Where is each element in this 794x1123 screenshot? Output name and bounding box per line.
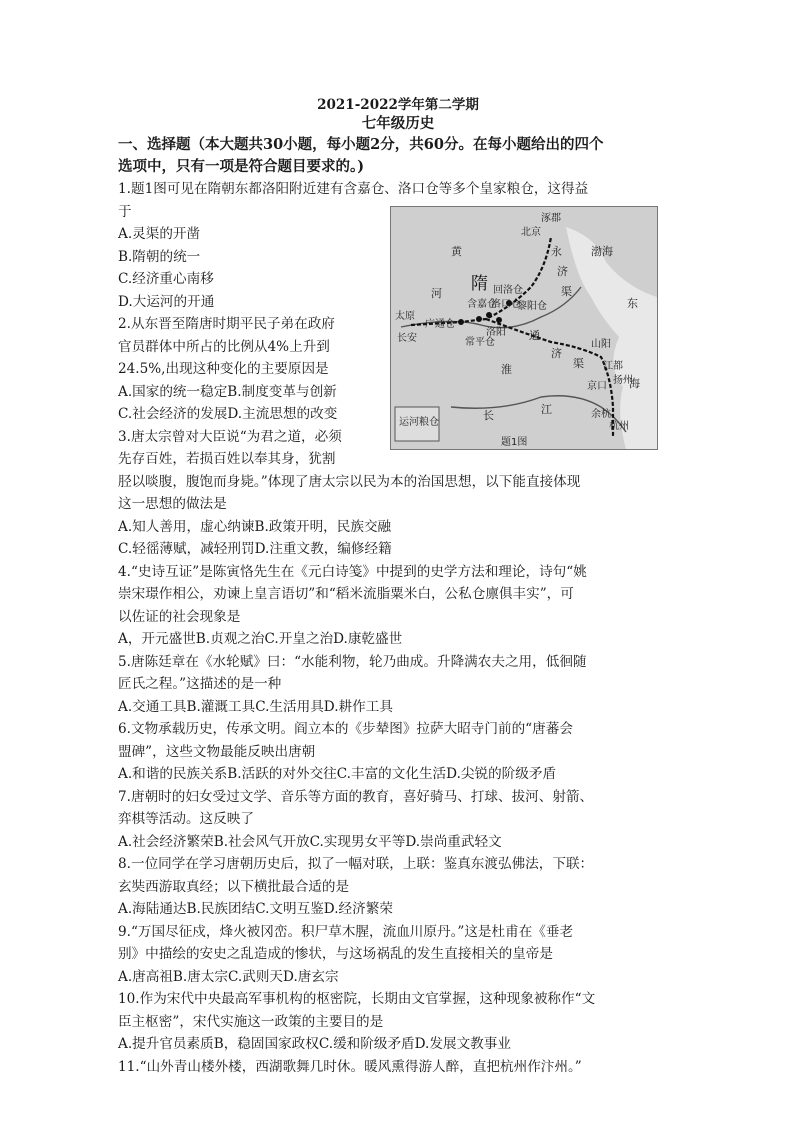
- map-label: 淮: [501, 363, 512, 376]
- map-label: 江都: [603, 361, 623, 372]
- granary-marker: [476, 316, 482, 322]
- text-line: 11.“山外青山楼外楼，西湖歌舞几时休。暖风熏得游人醉，直把杭州作汴州。”: [118, 1058, 582, 1075]
- map-label: 含嘉仓: [467, 299, 497, 310]
- map-label: 广通仓: [425, 319, 455, 330]
- map-label: 黎阳仓: [517, 301, 547, 312]
- map-graphic: [391, 207, 657, 449]
- granary-marker: [496, 317, 502, 323]
- text-line: A.提升官员素质B，稳固国家政权C.缓和阶级矛盾D.发展文教事业: [118, 1036, 511, 1052]
- map-label: 济: [551, 347, 562, 360]
- text-line: 胫以啖腹，腹饱而身毙。”体现了唐太宗以民为本的治国思想，以下能直接体现: [118, 473, 581, 490]
- text-line: 7.唐朝时的妇女受过文学、音乐等方面的教育，喜好骑马、打球、拔河、射箭、: [118, 788, 594, 805]
- map-label: 渤海: [591, 245, 613, 258]
- map-label: 杭州: [609, 421, 629, 432]
- legend-text: 运河粮仓: [399, 417, 439, 428]
- map-label: 常平仓: [465, 337, 495, 348]
- text-line: C.社会经济的发展D.主流思想的改变: [118, 406, 338, 422]
- text-line: 1.题1图可见在隋朝东都洛阳附近建有含嘉仓、洛口仓等多个皇家粮仓，这得益: [118, 181, 589, 197]
- text-line: A.交通工具B.灌溉工具C.生活用具D.耕作工具: [118, 698, 393, 715]
- map-label: 东: [627, 297, 638, 310]
- text-line: 弈棋等活动。这反映了: [118, 811, 254, 827]
- section-heading-line1: 一、选择题（本大题共30小题，每小题2分，共60分。在每小题给出的四个: [118, 136, 604, 153]
- granary-marker: [486, 312, 492, 318]
- text-line: 24.5%,出现这种变化的主要原因是: [118, 361, 329, 377]
- map-label: 江: [541, 403, 552, 416]
- text-line: 于: [118, 203, 132, 220]
- text-line: 6.文物承载历史，传承文明。阎立本的《步辇图》拉萨大昭寺门前的“唐蕃会: [118, 721, 573, 737]
- map-label: 济: [557, 265, 568, 278]
- map-label: 永: [551, 245, 562, 258]
- text-line: 匠氏之程。”这描述的是一种: [118, 676, 282, 692]
- text-line: A.灵渠的开凿: [118, 226, 201, 242]
- exam-page: [118, 96, 678, 1078]
- text-line: A，开元盛世B.贞观之治C.开皇之治D.康乾盛世: [118, 631, 403, 647]
- map-label: 长安: [397, 333, 417, 344]
- text-line: A.知人善用，虚心纳谏B.政策开明，民族交融: [118, 518, 392, 535]
- text-line: 玄奘西游取真经；以下横批最合适的是: [118, 878, 350, 895]
- map-label: 通: [529, 329, 540, 342]
- text-line: 3.唐太宗曾对大臣说“为君之道，必须: [118, 428, 342, 445]
- text-line: A.国家的统一稳定B.制度变革与创新: [118, 383, 337, 400]
- text-line: 官员群体中所占的比例从4%上升到: [118, 338, 330, 355]
- sui-grand-canal-map: [390, 206, 658, 450]
- map-label: 长: [483, 409, 494, 422]
- text-line: 9.“万国尽征戍，烽火被冈峦。积尸草木腥，流血川原丹。”这是杜甫在《垂老: [118, 923, 574, 940]
- map-label-sui: 隋: [471, 274, 488, 294]
- map-label: 渠: [561, 285, 572, 298]
- text-line: C.经济重心南移: [118, 271, 214, 287]
- map-label: 黄: [451, 245, 462, 258]
- text-line: A.社会经济繁荣B.社会风气开放C.实现男女平等D.崇尚重武轻文: [118, 833, 502, 850]
- text-line: 2.从东晋至隋唐时期平民子弟在政府: [118, 316, 335, 332]
- map-caption: 题1图: [501, 437, 528, 448]
- map-label: 余杭: [591, 409, 611, 420]
- text-line: D.大运河的开通: [118, 293, 215, 310]
- term-title: 2021-2022学年第二学期: [317, 97, 479, 113]
- text-line: 5.唐陈廷章在《水轮赋》曰：“水能利物，轮乃曲成。升降满农夫之用，低徊随: [118, 653, 587, 670]
- map-label: 回洛仓: [493, 285, 523, 296]
- text-line: 这一思想的做法是: [118, 496, 227, 512]
- text-line: A.海陆通达B.民族团结C.文明互鉴D.经济繁荣: [118, 901, 393, 917]
- text-line: C.轻徭薄赋，减轻刑罚D.注重文教，编修经籍: [118, 541, 392, 557]
- text-line: 4.“史诗互证”是陈寅恪先生在《元白诗笺》中提到的史学方法和理论，诗句“姚: [118, 563, 587, 580]
- text-line: 8.一位同学在学习唐朝历史后，拟了一幅对联，上联：鉴真东渡弘佛法，下联：: [118, 856, 594, 872]
- map-label: 扬州: [613, 375, 633, 386]
- map-label: 洛口仓: [491, 299, 521, 310]
- map-label: 涿郡: [541, 213, 561, 224]
- text-line: 以佐证的社会现象是: [118, 608, 241, 625]
- map-label: 洛阳: [486, 327, 506, 338]
- map-label: 京口: [587, 381, 607, 392]
- map-label: 北京: [521, 227, 541, 238]
- text-line: 崇宋璟作相公，劝谏上皇言语切”和“稻米流脂粟米白，公私仓廪俱丰实”，可: [118, 586, 574, 602]
- map-label: 河: [431, 287, 442, 300]
- map-label: 渠: [573, 357, 584, 370]
- text-line: A.唐高祖B.唐太宗C.武则天D.唐玄宗: [118, 968, 339, 985]
- text-line: 臣主枢密”，宋代实施这一政策的主要目的是: [118, 1013, 384, 1030]
- subject-title: 七年级历史: [361, 115, 435, 132]
- map-label: 太原: [395, 311, 415, 322]
- text-line: 盟碑”，这些文物最能反映出唐朝: [118, 743, 316, 760]
- text-line: 先存百姓，若损百姓以奉其身，犹割: [118, 451, 336, 467]
- text-line: A.和谐的民族关系B.活跃的对外交往C.丰富的文化生活D.尖锐的阶级矛盾: [118, 766, 557, 782]
- map-label: 海: [629, 377, 640, 390]
- text-line: 别》中描绘的安史之乱造成的惨状，与这场祸乱的发生直接相关的皇帝是: [118, 946, 553, 962]
- text-line: B.隋朝的统一: [118, 248, 201, 265]
- granary-marker: [458, 319, 464, 325]
- text-line: 10.作为宋代中央最高军事机构的枢密院，长期由文官掌握，这种现象被称作“文: [118, 991, 596, 1007]
- section-heading-line2: 选项中，只有一项是符合题目要求的。): [118, 158, 365, 175]
- map-label: 山阳: [591, 339, 611, 350]
